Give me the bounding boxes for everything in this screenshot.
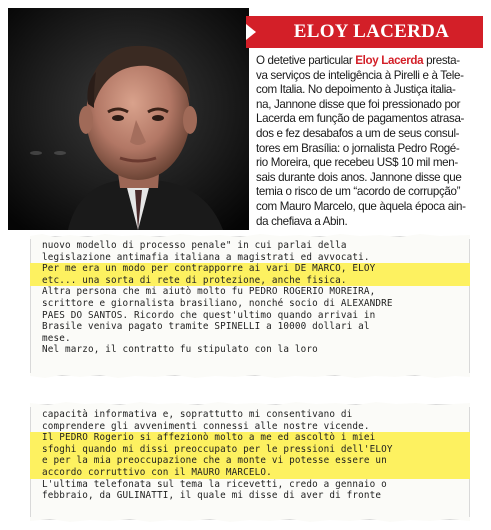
bio-line: dos e fez desabafos a um de seus consul- — [256, 126, 460, 140]
excerpt-line: Altra persona che mi aiutò molto fu PEDRO ROGERIO MOREIRA, — [42, 286, 376, 298]
bio-line: tores em Brasília: o jornalista Pedro Rogé- — [256, 141, 460, 155]
excerpt-line: comprendere gli avvenimenti connessi alle nostre vicende. — [42, 420, 370, 432]
bio-line: Lacerda em função de pagamentos atrasa- — [256, 112, 465, 126]
bio-paragraph — [256, 54, 484, 229]
portrait-photo — [8, 8, 249, 230]
excerpt-line: nuovo modello di processo penale" in cui parlai della — [42, 240, 347, 251]
excerpt-line-highlighted: Il PEDRO Rogerio si affezionò molto a me ed ascoltò i miei — [30, 432, 470, 444]
bio-line: sais durante dois anos. Jannone disse que — [256, 170, 462, 184]
excerpt-line: L'ultima telefonata sul tema la ricevetti, credo a gennaio o — [42, 478, 387, 490]
excerpt-line: PAES DO SANTOS. Ricordo che quest'ultimo quando arrivai in — [42, 309, 376, 321]
excerpt-line: febbraio, da GULINATTI, il quale mi disse di aver di fronte — [42, 490, 382, 502]
torn-edge-bottom — [30, 373, 470, 379]
bio-line: da chefiava a Abin. — [256, 214, 348, 228]
excerpt-line-highlighted: sfoghi quando mi dissi preoccupato per le pressioni dell'ELOY — [30, 444, 470, 456]
bio-highlight-name: Eloy Lacerda — [355, 54, 424, 67]
bio-line: O detetive particular Eloy Lacerda presta- — [256, 54, 460, 67]
bio-line: rio Moreira, que recebeu US$ 10 mil men- — [256, 156, 458, 170]
document-excerpt-2 — [30, 404, 470, 520]
name-banner — [246, 16, 483, 48]
torn-edge-bottom — [30, 517, 470, 523]
excerpt-line: Brasile veniva pagato tramite SPINELLI a 10000 dollari al — [42, 321, 370, 333]
portrait-illustration — [8, 8, 249, 230]
bio-line: na, Jannone disse que foi pressionado por — [256, 97, 461, 111]
bio-line: temia o risco de um “acordo de corrupção” — [256, 185, 461, 199]
excerpt-line: Nel marzo, il contratto fu stipulato con la loro — [42, 344, 318, 356]
excerpt-line-highlighted: etc... una sorta di rete di protezione, anche fisica. — [30, 275, 470, 287]
bio-line: com Mauro Marcelo, que àquela época ain- — [256, 199, 466, 213]
torn-edge-top — [30, 233, 470, 239]
document-excerpt-1 — [30, 236, 470, 376]
excerpt-line-highlighted: e per la mia preoccupazione che a monte vi potesse essere un — [30, 455, 470, 467]
excerpt-line: legislazione antimafia italiana a magistrati ed avvocati. — [42, 251, 370, 263]
excerpt-line: scrittore e giornalista brasiliano, nonché socio di ALEXANDRE — [42, 297, 393, 309]
excerpt-line-highlighted: Per me era un modo per contrapporre ai vari DE MARCO, ELOY — [30, 263, 470, 275]
bio-line: va serviços de inteligência à Pirelli e à Tele- — [256, 68, 464, 82]
banner-name: ELOY LACERDA — [293, 21, 450, 42]
bio-line: com Italia. No depoimento à Justiça italia- — [256, 83, 456, 97]
torn-edge-top — [30, 401, 470, 407]
banner-arrow-icon — [246, 24, 256, 40]
excerpt-line: mese. — [42, 332, 71, 344]
excerpt-line-highlighted: accordo corruttivo con il MAURO MARCELO. — [30, 467, 470, 479]
excerpt-line: capacità informativa e, soprattutto mi consentivano di — [42, 409, 353, 420]
